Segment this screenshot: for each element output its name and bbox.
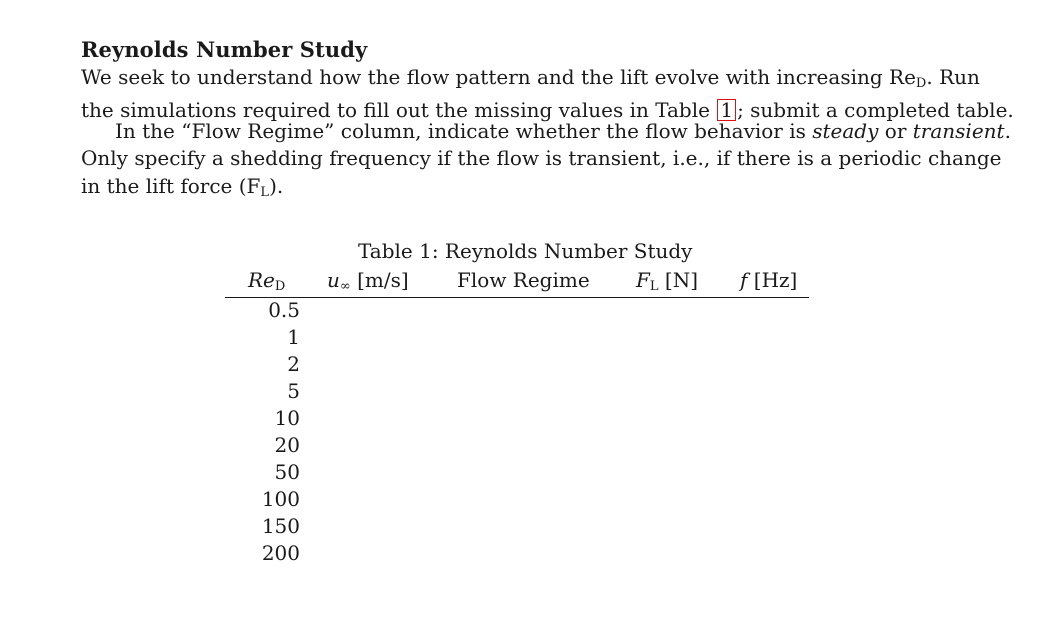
table-row-re-value: 200 [261, 541, 300, 565]
column-header-frequency: f [Hz] [740, 268, 798, 292]
table-row-re-value: 2 [287, 352, 300, 376]
paragraph-intro [81, 64, 1014, 125]
column-header-velocity: $u_\infty$ [m/s] [327, 268, 409, 294]
table-header-rule [225, 297, 809, 298]
column-header-flow-regime: Flow Regime [457, 268, 590, 292]
table-row-re-value: 20 [274, 433, 300, 457]
paragraph-instructions-line-2: Only specify a shedding frequency if the flow is transient, i.e., if there is a periodic change [81, 146, 1002, 171]
table-row-re-value: 50 [274, 460, 300, 484]
table-row-re-value: 150 [261, 514, 300, 538]
table-row-re-value: 1 [287, 325, 300, 349]
table-row-re-value: 0.5 [268, 298, 300, 322]
paragraph-instructions-line-1: In the “Flow Regime” column, indicate whether the flow behavior is steady or transient. [115, 119, 1011, 143]
table-reference-link[interactable]: 1 [717, 99, 736, 121]
column-header-lift-force: $F_L$ [N] [636, 268, 698, 294]
paragraph-intro-line-2: the simulations required to fill out the missing values in Table 1 ; submit a completed table. [81, 98, 1014, 123]
paragraph-instructions [81, 118, 1011, 206]
table-row-re-value: 10 [274, 406, 300, 430]
paragraph-intro-line-1: We seek to understand how the flow pattern and the lift evolve with increasing $Re_D$. Run [81, 65, 980, 91]
table-row-re-value: 100 [261, 487, 300, 511]
table-row-re-value: 5 [287, 379, 300, 403]
column-header-reynolds: $Re_D$ [248, 268, 286, 294]
paragraph-instructions-line-3: in the lift force $(F_L)$. [81, 173, 284, 200]
section-heading: Reynolds Number Study [81, 37, 368, 62]
table-caption: Table 1: Reynolds Number Study [358, 239, 693, 263]
